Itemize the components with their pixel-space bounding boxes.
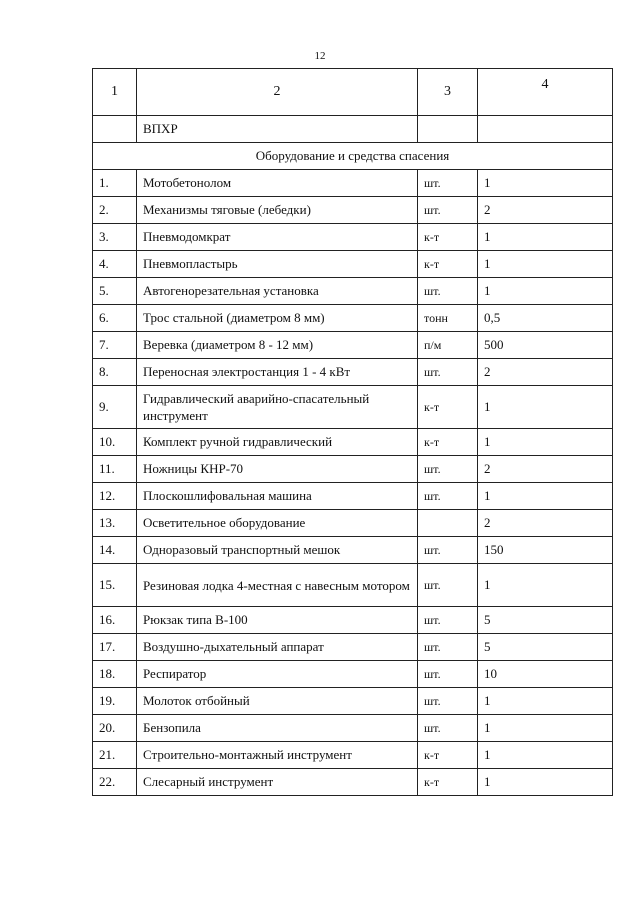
item-quantity: 1 bbox=[478, 278, 613, 305]
item-quantity: 10 bbox=[478, 661, 613, 688]
table-row bbox=[93, 537, 613, 564]
item-quantity: 2 bbox=[478, 197, 613, 224]
item-number: 10. bbox=[93, 429, 137, 456]
table-row bbox=[93, 305, 613, 332]
item-number: 3. bbox=[93, 224, 137, 251]
item-number: 4. bbox=[93, 251, 137, 278]
item-number: 20. bbox=[93, 715, 137, 742]
table-row bbox=[93, 769, 613, 796]
table-row bbox=[93, 278, 613, 305]
section-title: Оборудование и средства спасения bbox=[93, 143, 613, 170]
item-number: 13. bbox=[93, 510, 137, 537]
section-row bbox=[93, 143, 613, 170]
table-row bbox=[93, 386, 613, 429]
item-quantity: 1 bbox=[478, 564, 613, 607]
item-quantity: 5 bbox=[478, 634, 613, 661]
item-unit: шт. bbox=[418, 170, 478, 197]
item-unit: шт. bbox=[418, 688, 478, 715]
table-row bbox=[93, 607, 613, 634]
item-name: Плоскошлифовальная машина bbox=[137, 483, 418, 510]
item-name: Одноразовый транспортный мешок bbox=[137, 537, 418, 564]
item-unit: шт. bbox=[418, 537, 478, 564]
item-unit: к-т bbox=[418, 224, 478, 251]
item-quantity: 1 bbox=[478, 715, 613, 742]
item-quantity: 1 bbox=[478, 688, 613, 715]
table-row bbox=[93, 661, 613, 688]
item-unit: шт. bbox=[418, 564, 478, 607]
item-unit: шт. bbox=[418, 359, 478, 386]
item-quantity: 2 bbox=[478, 510, 613, 537]
item-name: Автогенорезательная установка bbox=[137, 278, 418, 305]
item-name: Переносная электростанция 1 - 4 кВт bbox=[137, 359, 418, 386]
department-name: ВПХР bbox=[137, 116, 418, 143]
item-name: Рюкзак типа В-100 bbox=[137, 607, 418, 634]
table-row bbox=[93, 197, 613, 224]
item-unit bbox=[418, 510, 478, 537]
item-number: 15. bbox=[93, 564, 137, 607]
item-unit: шт. bbox=[418, 197, 478, 224]
item-quantity: 5 bbox=[478, 607, 613, 634]
item-name: Респиратор bbox=[137, 661, 418, 688]
table-row bbox=[93, 742, 613, 769]
item-number: 1. bbox=[93, 170, 137, 197]
item-unit: шт. bbox=[418, 483, 478, 510]
item-name: Воздушно-дыхательный аппарат bbox=[137, 634, 418, 661]
department-empty-unit bbox=[418, 116, 478, 143]
item-quantity: 500 bbox=[478, 332, 613, 359]
item-unit: шт. bbox=[418, 607, 478, 634]
table-row bbox=[93, 634, 613, 661]
item-number: 5. bbox=[93, 278, 137, 305]
item-unit: к-т bbox=[418, 386, 478, 429]
item-number: 21. bbox=[93, 742, 137, 769]
item-number: 12. bbox=[93, 483, 137, 510]
header-col-3: 3 bbox=[418, 69, 478, 116]
item-unit: тонн bbox=[418, 305, 478, 332]
item-name: Пневмопластырь bbox=[137, 251, 418, 278]
item-unit: к-т bbox=[418, 742, 478, 769]
item-name: Резиновая лодка 4-местная с навесным мотором bbox=[137, 564, 418, 607]
item-unit: шт. bbox=[418, 278, 478, 305]
item-quantity: 1 bbox=[478, 483, 613, 510]
table-row bbox=[93, 483, 613, 510]
item-quantity: 1 bbox=[478, 170, 613, 197]
page-number: 12 bbox=[314, 50, 326, 62]
item-unit: к-т bbox=[418, 251, 478, 278]
table-row bbox=[93, 224, 613, 251]
item-number: 7. bbox=[93, 332, 137, 359]
table-row bbox=[93, 429, 613, 456]
table-row bbox=[93, 688, 613, 715]
header-col-2: 2 bbox=[137, 69, 418, 116]
item-number: 2. bbox=[93, 197, 137, 224]
table-row bbox=[93, 510, 613, 537]
item-quantity: 1 bbox=[478, 769, 613, 796]
item-quantity: 1 bbox=[478, 386, 613, 429]
item-number: 22. bbox=[93, 769, 137, 796]
table-row bbox=[93, 456, 613, 483]
item-unit: п/м bbox=[418, 332, 478, 359]
item-number: 17. bbox=[93, 634, 137, 661]
department-empty-qty bbox=[478, 116, 613, 143]
item-name: Механизмы тяговые (лебедки) bbox=[137, 197, 418, 224]
item-quantity: 1 bbox=[478, 251, 613, 278]
item-unit: шт. bbox=[418, 634, 478, 661]
item-quantity: 2 bbox=[478, 359, 613, 386]
item-number: 14. bbox=[93, 537, 137, 564]
item-quantity: 2 bbox=[478, 456, 613, 483]
item-name: Осветительное оборудование bbox=[137, 510, 418, 537]
item-name: Молоток отбойный bbox=[137, 688, 418, 715]
table-row bbox=[93, 359, 613, 386]
item-name: Трос стальной (диаметром 8 мм) bbox=[137, 305, 418, 332]
department-empty-num bbox=[93, 116, 137, 143]
item-number: 8. bbox=[93, 359, 137, 386]
item-name: Ножницы КНР-70 bbox=[137, 456, 418, 483]
item-name: Мотобетонолом bbox=[137, 170, 418, 197]
item-number: 6. bbox=[93, 305, 137, 332]
item-quantity: 1 bbox=[478, 429, 613, 456]
item-quantity: 1 bbox=[478, 224, 613, 251]
item-name: Гидравлический аварийно-спасательный инструмент bbox=[137, 386, 418, 429]
table-row bbox=[93, 715, 613, 742]
item-number: 11. bbox=[93, 456, 137, 483]
equipment-table bbox=[92, 68, 613, 796]
item-number: 19. bbox=[93, 688, 137, 715]
item-quantity: 1 bbox=[478, 742, 613, 769]
item-name: Слесарный инструмент bbox=[137, 769, 418, 796]
department-row bbox=[93, 116, 613, 143]
header-col-4: 4 bbox=[478, 69, 613, 116]
item-unit: к-т bbox=[418, 769, 478, 796]
item-unit: шт. bbox=[418, 715, 478, 742]
item-quantity: 0,5 bbox=[478, 305, 613, 332]
item-name: Бензопила bbox=[137, 715, 418, 742]
item-number: 9. bbox=[93, 386, 137, 429]
item-unit: шт. bbox=[418, 661, 478, 688]
item-unit: к-т bbox=[418, 429, 478, 456]
item-name: Комплект ручной гидравлический bbox=[137, 429, 418, 456]
table-header-row bbox=[93, 69, 613, 116]
item-name: Веревка (диаметром 8 - 12 мм) bbox=[137, 332, 418, 359]
item-number: 18. bbox=[93, 661, 137, 688]
table-row bbox=[93, 170, 613, 197]
item-unit: шт. bbox=[418, 456, 478, 483]
table-row bbox=[93, 564, 613, 607]
item-name: Пневмодомкрат bbox=[137, 224, 418, 251]
header-col-1: 1 bbox=[93, 69, 137, 116]
table-row bbox=[93, 332, 613, 359]
table-row bbox=[93, 251, 613, 278]
item-name: Строительно-монтажный инструмент bbox=[137, 742, 418, 769]
item-quantity: 150 bbox=[478, 537, 613, 564]
item-number: 16. bbox=[93, 607, 137, 634]
